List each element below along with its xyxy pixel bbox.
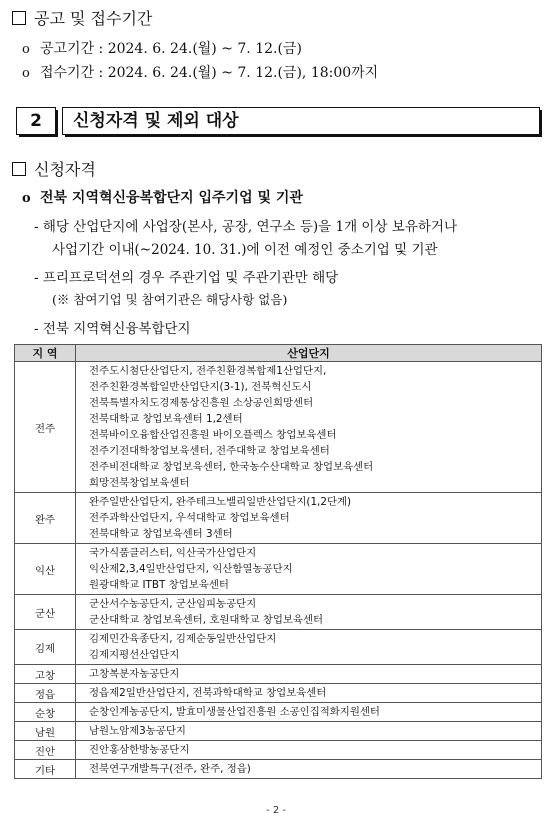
- region-cell: 기타: [15, 760, 76, 779]
- table-row: [15, 544, 542, 595]
- park-line: 익산제2,3,4일반산업단지, 익산함열농공단지: [89, 563, 293, 575]
- heading-eligibility: 신청자격: [12, 157, 96, 180]
- park-line: 전주기전대학창업보육센터, 전주대학교 창업보육센터: [89, 445, 330, 457]
- table-row: [15, 665, 542, 684]
- eligibility-item-1-cont: 사업기간 이내(~2024. 10. 31.)에 이전 예정인 중소기업 및 기관: [52, 242, 438, 258]
- parks-cell: [76, 362, 542, 493]
- park-line: 전북대학교 창업보육센터 3센터: [89, 528, 233, 540]
- section-title: 신청자격 및 제외 대상: [62, 107, 540, 135]
- park-line: 김제민간육종단지, 김제순동일반산업단지: [89, 633, 277, 645]
- region-cell: 순창: [15, 703, 76, 722]
- section-number: 2: [16, 107, 56, 135]
- park-line: 군산대학교 창업보육센터, 호원대학교 창업보육센터: [89, 614, 324, 626]
- park-line: 희망전북창업보육센터: [89, 477, 190, 489]
- parks-cell: [76, 595, 542, 630]
- parks-cell: [76, 665, 542, 684]
- park-line: 순창인계농공단지, 발효미생물산업진흥원 소공인집적화지원센터: [89, 706, 380, 718]
- region-cell: 익산: [15, 544, 76, 595]
- park-line: 전북특별자치도경제통상진흥원 소상공인희망센터: [89, 397, 314, 409]
- parks-cell: [76, 703, 542, 722]
- park-line: 전주과학산업단지, 우석대학교 창업보육센터: [89, 512, 290, 524]
- park-line: 전북대학교 창업보육센터 1,2센터: [89, 413, 243, 425]
- section-header: [12, 105, 540, 137]
- header-parks: 산업단지: [76, 345, 542, 362]
- eligibility-item-2-note: (※ 참여기업 및 참여기관은 해당사항 없음): [52, 292, 288, 307]
- table-row: [15, 684, 542, 703]
- park-line: 전주도시첨단산업단지, 전주친환경복합제1산업단지,: [89, 365, 327, 377]
- region-cell: 군산: [15, 595, 76, 630]
- park-line: 정읍제2일반산업단지, 전북과학대학교 창업보육센터: [89, 687, 327, 699]
- parks-cell: [76, 741, 542, 760]
- eligibility-item-3: - 전북 지역혁신융복합단지: [34, 321, 191, 337]
- table-row: [15, 362, 542, 493]
- heading-announcement-period: 공고 및 접수기간: [12, 6, 152, 29]
- parks-cell: [76, 722, 542, 741]
- region-cell: 김제: [15, 630, 76, 665]
- park-line: 남원노암제3농공단지: [89, 725, 186, 737]
- table-row: [15, 595, 542, 630]
- region-cell: 고창: [15, 665, 76, 684]
- page-number: - 2 -: [266, 805, 286, 816]
- park-line: 전주비전대학교 창업보육센터, 한국농수산대학교 창업보육센터: [89, 461, 374, 473]
- parks-cell: [76, 760, 542, 779]
- park-line: 국가식품클러스터, 익산국가산업단지: [89, 547, 257, 559]
- park-line: 완주일반산업단지, 완주테크노밸리일반산업단지(1,2단계): [89, 496, 352, 508]
- region-cell: 정읍: [15, 684, 76, 703]
- industrial-complex-table: [14, 344, 542, 779]
- parks-cell: [76, 493, 542, 544]
- checkbox-square-icon: [12, 162, 26, 176]
- park-line: 진안홍삼한방농공단지: [89, 744, 190, 756]
- eligibility-title: o 전북 지역혁신융복합단지 입주기업 및 기관: [22, 190, 303, 206]
- parks-cell: [76, 630, 542, 665]
- park-line: 고창복분자농공단지: [89, 668, 180, 680]
- region-cell: 남원: [15, 722, 76, 741]
- park-line: 김제지평선산업단지: [89, 649, 180, 661]
- table-row: [15, 741, 542, 760]
- park-line: 원광대학교 ITBT 창업보육센터: [89, 579, 229, 591]
- park-line: 군산서수농공단지, 군산임피농공단지: [89, 598, 257, 610]
- table-row: [15, 703, 542, 722]
- park-line: 전북연구개발특구(전주, 완주, 정읍): [89, 763, 251, 775]
- parks-cell: [76, 544, 542, 595]
- eligibility-item-1: - 해당 산업단지에 사업장(본사, 공장, 연구소 등)을 1개 이상 보유하거나: [34, 219, 457, 235]
- parks-cell: [76, 684, 542, 703]
- park-line: 전북바이오융합산업진흥원 바이오플렉스 창업보육센터: [89, 429, 337, 441]
- table-row: [15, 722, 542, 741]
- region-cell: 전주: [15, 362, 76, 493]
- table-header-row: [15, 345, 542, 362]
- checkbox-square-icon: [12, 11, 26, 25]
- park-line: 전주친환경복합일반산업단지(3-1), 전북혁신도시: [89, 381, 312, 393]
- region-cell: 완주: [15, 493, 76, 544]
- eligibility-item-2: - 프리프로덕션의 경우 주관기업 및 주관기관만 해당: [34, 270, 339, 286]
- table-row: [15, 760, 542, 779]
- header-region: 지 역: [15, 345, 76, 362]
- table-row: [15, 493, 542, 544]
- region-cell: 진안: [15, 741, 76, 760]
- application-period-line: o 접수기간 : 2024. 6. 24.(월) ~ 7. 12.(금), 18:00까지: [22, 65, 379, 81]
- table-row: [15, 630, 542, 665]
- announcement-period-line: o 공고기간 : 2024. 6. 24.(월) ~ 7. 12.(금): [22, 41, 302, 57]
